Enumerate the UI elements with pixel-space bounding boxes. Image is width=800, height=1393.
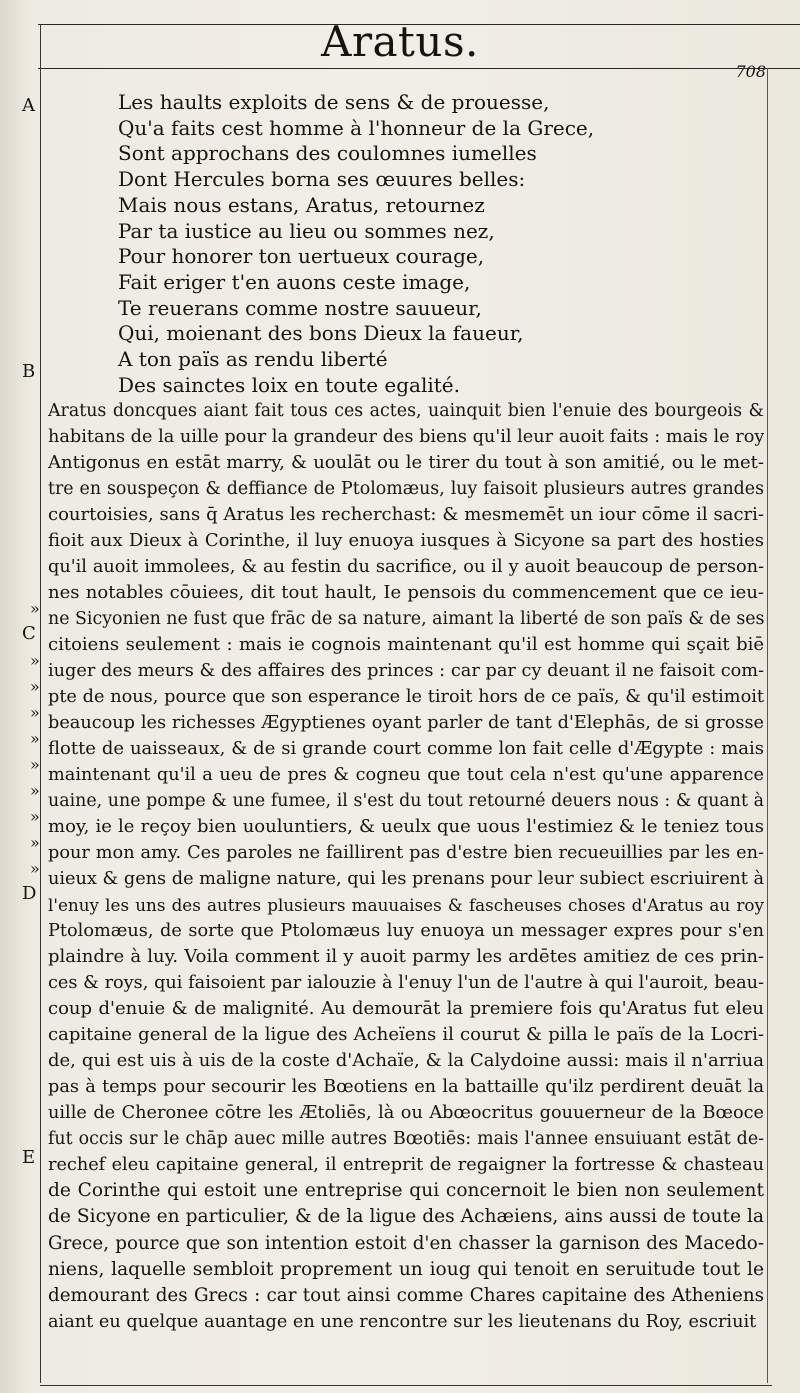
text-line: l'enuy les uns des autres plusieurs mauuaises & fascheuses choses d'Aratus au roy: [48, 895, 764, 916]
verse-line: Des sainctes loix en toute egalité.: [118, 372, 460, 397]
text-line: flotte de uaisseaux, & de si grande court comme lon fait celle d'Ægypte : mais: [48, 738, 764, 760]
verse-line: Dont Hercules borna ses œuures belles:: [118, 167, 526, 192]
text-line: de, qui est uis à uis de la coste d'Achaïe, & la Calydoine aussi: mais il n'arriua: [48, 1050, 764, 1072]
text-line: coup d'enuie & de malignité. Au demourāt la premiere fois qu'Aratus fut eleu: [48, 998, 764, 1020]
text-line: Grece, pource que son intention estoit d'en chasser la garnison des Macedo-: [48, 1232, 764, 1254]
text-line: fioit aux Dieux à Corinthe, il luy enuoya iusques à Sicyone sa part des hosties: [48, 530, 764, 552]
text-line: demourant des Grecs : car tout ainsi comme Chares capitaine des Atheniens: [48, 1284, 764, 1306]
text-line: beaucoup les richesses Ægyptienes oyant parler de tant d'Elephās, de si grosse: [48, 713, 764, 734]
text-line: uaine, une pompe & une fumee, il s'est du tout retourné deuers nous : & quant à: [48, 791, 764, 812]
margin-letter-c: C: [22, 623, 36, 644]
text-line: pour mon amy. Ces paroles ne faillirent pas d'estre bien recueuillies par les en-: [48, 843, 764, 864]
quote-mark: »: [30, 781, 40, 800]
verse-line: Fait eriger t'en auons ceste image,: [118, 269, 471, 294]
header-rule: [38, 68, 800, 69]
text-line: courtoisies, sans q̄ Aratus les recherchast: & mesmemēt un iour cōme il sacri-: [48, 504, 764, 526]
margin-letter-a: A: [22, 95, 35, 116]
margin-letter-b: B: [22, 361, 36, 382]
text-line: uieux & gens de maligne nature, qui les prenans pour leur subiect escriuirent à: [48, 869, 764, 890]
text-line: nes notables cōuiees, dit tout hault, Ie pensois du commencement que ce ieu-: [48, 582, 764, 604]
text-line: iuger des meurs & des affaires des princes : car par cy deuant il ne faisoit com-: [48, 661, 764, 682]
text-line: niens, laquelle sembloit proprement un ioug qui tenoit en seruitude tout le: [48, 1258, 764, 1280]
quote-mark: »: [30, 729, 40, 748]
text-line: rechef eleu capitaine general, il entreprit de regaigner la fortresse & chasteau: [48, 1155, 764, 1176]
quote-mark: »: [30, 599, 40, 618]
text-line: plaindre à luy. Voila comment il y auoit parmy les ardētes amitiez de ces prin-: [48, 946, 764, 968]
quote-mark: »: [30, 703, 40, 722]
running-head: Aratus.: [321, 17, 479, 66]
left-margin-rule: [40, 24, 41, 1383]
text-line: qu'il auoit immolees, & au festin du sacrifice, ou il y auoit beaucoup de person-: [48, 557, 764, 578]
verse-line: Pour honorer ton uertueux courage,: [118, 244, 485, 269]
body-text: [48, 398, 764, 1335]
text-line: de Sicyone en particulier, & de la ligue des Achæiens, ains aussi de toute la: [48, 1206, 764, 1228]
verse-line: Mais nous estans, Aratus, retournez: [118, 192, 485, 217]
quote-mark: »: [30, 677, 40, 696]
text-line: aiant eu quelque auantage en une rencontre sur les lieutenans du Roy, escriuit: [48, 1311, 757, 1332]
verse-line: A ton païs as rendu liberté: [118, 347, 388, 372]
verse-line: Les haults exploits de sens & de prouesse,: [118, 90, 550, 114]
quote-mark: »: [30, 651, 40, 670]
quote-mark: »: [30, 755, 40, 774]
text-line: citoiens seulement : mais ie cognois maintenant qu'il est homme qui sçait biē: [48, 634, 764, 656]
text-line: maintenant qu'il a ueu de pres & cogneu que tout cela n'est qu'une apparence: [48, 765, 764, 786]
margin-letter-e: E: [22, 1147, 36, 1168]
text-line: de Corinthe qui estoit une entreprise qui concernoit le bien non seulement: [48, 1180, 764, 1202]
quote-mark: »: [30, 859, 40, 878]
page-number: 708: [735, 62, 766, 81]
text-line: Aratus doncques aiant fait tous ces actes, uainquit bien l'enuie des bourgeois &: [48, 401, 764, 421]
verse-line: Sont approchans des coulomnes iumelles: [118, 141, 537, 166]
text-line: ne Sicyonien ne fust que frāc de sa nature, aimant la liberté de son païs & de ses: [48, 609, 764, 630]
verse-line: Te reuerans comme nostre sauueur,: [118, 295, 482, 320]
text-line: ces & roys, qui faisoient par ialouzie à l'enuy l'un de l'autre à qui l'auroit, beau-: [48, 973, 764, 994]
quote-mark: »: [30, 833, 40, 852]
text-line: moy, ie le reçoy bien uouluntiers, & ueulx que uous l'estimiez & le teniez tous: [48, 816, 764, 838]
text-line: fut occis sur le chāp auec mille autres Bœotiēs: mais l'annee ensuiuant estāt de-: [48, 1129, 764, 1150]
margin-letter-d: D: [22, 883, 37, 904]
text-line: Ptolomæus, de sorte que Ptolomæus luy enuoya un messager expres pour s'en: [48, 921, 764, 942]
text-line: pas à temps pour secourir les Bœotiens en la battaille qu'ilz perdirent deuāt la: [48, 1077, 764, 1098]
text-line: capitaine general de la ligue des Acheïens il courut & pilla le païs de la Locri-: [48, 1024, 764, 1046]
right-margin-rule: [767, 68, 768, 1383]
verse-line: Qu'a faits cest homme à l'honneur de la Grece,: [118, 115, 595, 140]
verse-line: Par ta iustice au lieu ou sommes nez,: [118, 218, 495, 243]
text-line: pte de nous, pource que son esperance le tiroit hors de ce païs, & qu'il estimoit: [48, 687, 764, 708]
text-line: tre en souspeçon & deffiance de Ptolomæus, luy faisoit plusieurs autres grandes: [48, 479, 764, 500]
epigram-verse: [118, 90, 758, 398]
text-line: Antigonus en estāt marry, & uoulāt ou le tirer du tout à son amitié, ou le met-: [48, 452, 764, 474]
text-line: uille de Cheronee cōtre les Ætoliēs, là ou Abœocritus gouuerneur de la Bœoce: [48, 1103, 764, 1124]
quote-mark: »: [30, 807, 40, 826]
text-line: habitans de la uille pour la grandeur des biens qu'il leur auoit faits : mais le roy: [48, 427, 764, 448]
verse-line: Qui, moienant des bons Dieux la faueur,: [118, 321, 524, 346]
bottom-rule: [40, 1385, 772, 1386]
